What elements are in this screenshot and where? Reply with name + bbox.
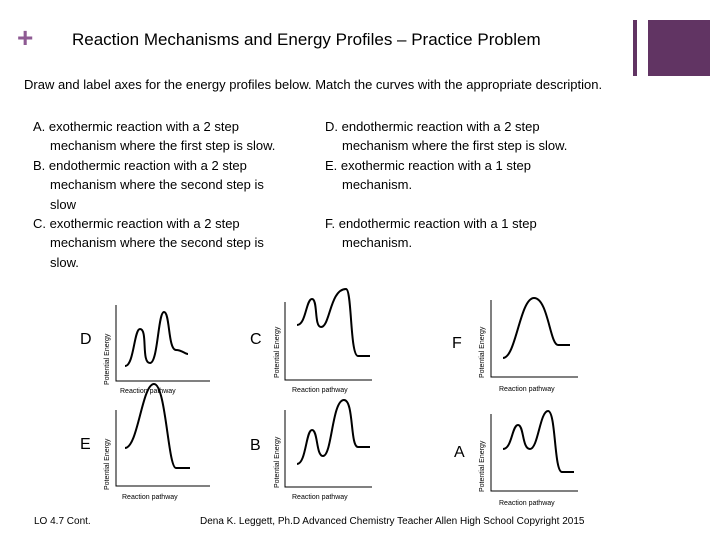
option-b-line-3: slow: [50, 196, 77, 212]
plot-e-label: E: [80, 436, 91, 453]
plot-a-curve: [503, 411, 574, 472]
option-e-line-1: E. exothermic reaction with a 1 step: [325, 158, 531, 173]
plot-f-y-axis-label: Potential Energy: [479, 326, 486, 378]
option-a-line-2: mechanism where the first step is slow.: [50, 138, 276, 154]
option-b-line-1: B. endothermic reaction with a 2 step: [33, 158, 247, 173]
option-a-line-1: A. exothermic reaction with a 2 step: [33, 119, 239, 134]
option-e-line-2: mechanism.: [342, 177, 413, 193]
option-f-line-1: F. endothermic reaction with a 1 step: [325, 216, 537, 231]
plot-a-y-axis-label: Potential Energy: [479, 440, 486, 492]
plot-c-y-axis-label: Potential Energy: [274, 326, 281, 378]
option-d-line-2: mechanism where the first step is slow.: [342, 138, 568, 154]
option-c-line-1: C. exothermic reaction with a 2 step: [33, 216, 240, 231]
plot-c-label: C: [250, 331, 262, 348]
plot-b-x-axis-label: Reaction pathway: [292, 494, 348, 501]
plot-e-x-axis-label: Reaction pathway: [122, 494, 178, 501]
plot-f-x-axis-label: Reaction pathway: [499, 386, 555, 393]
option-c-line-3: slow.: [50, 254, 79, 270]
plot-b-label: B: [250, 437, 261, 454]
plus-icon: +: [17, 22, 34, 53]
plot-e-y-axis-label: Potential Energy: [104, 438, 111, 490]
plot-a-axes: [491, 414, 578, 491]
option-c-line-2: mechanism where the second step is: [50, 235, 264, 251]
instructions: Draw and label axes for the energy profiles below. Match the curves with the appropriate description.: [24, 77, 603, 92]
plot-f-label: F: [452, 335, 462, 352]
plot-b-y-axis-label: Potential Energy: [274, 436, 281, 488]
plot-a-x-axis-label: Reaction pathway: [499, 500, 555, 507]
option-b-line-2: mechanism where the second step is: [50, 177, 264, 193]
plot-d-x-axis-label: Reaction pathway: [120, 388, 176, 395]
copyright-credit: Dena K. Leggett, Ph.D Advanced Chemistry Teacher Allen High School Copyright 2015: [200, 516, 585, 527]
learning-objective: LO 4.7 Cont.: [34, 516, 91, 527]
option-f-line-2: mechanism.: [342, 235, 413, 251]
option-d-line-1: D. endothermic reaction with a 2 step: [325, 119, 540, 134]
plot-d-y-axis-label: Potential Energy: [104, 333, 111, 385]
plot-c-x-axis-label: Reaction pathway: [292, 387, 348, 394]
plot-d-label: D: [80, 331, 92, 348]
slide-title: Reaction Mechanisms and Energy Profiles – Practice Problem: [72, 30, 541, 49]
plot-a-label: A: [454, 444, 465, 461]
